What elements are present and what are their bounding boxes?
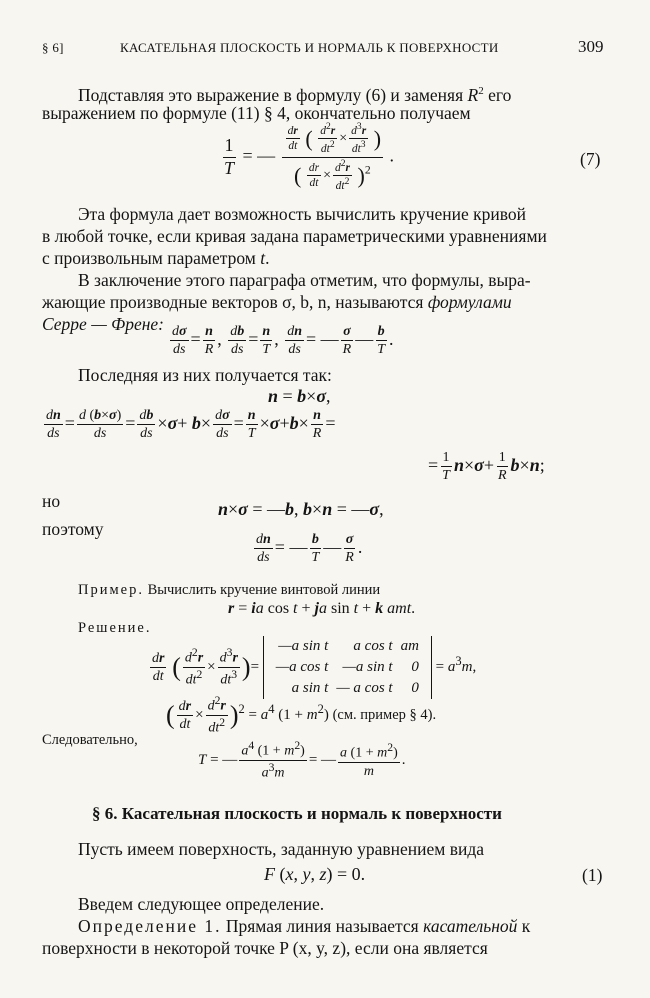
paragraph-4: Последняя из них получается так: bbox=[78, 365, 332, 385]
solution-label: Решение. bbox=[78, 620, 152, 636]
example-line: Пример. Вычислить кручение винтовой линии bbox=[78, 582, 381, 598]
word-therefore: поэтому bbox=[42, 519, 104, 539]
equation-7: $\frac{1}{T}$ = — $\frac{dr}{dt}$ ( $\frac{d^2r}{dt^2}$ × $\frac{d^3r}{dt^3}$ ) ( $\frac{dr}{dt}$ × $\frac{d^2r}{dt^2}$ )$^2$ . bbox=[224, 121, 395, 193]
header-section-ref: § 6] bbox=[42, 40, 64, 55]
paragraph-3-line-2: жающие производные векторов σ, b, n, называются формулами bbox=[42, 292, 512, 312]
equation-7-label: (7) bbox=[580, 149, 601, 169]
triple-product-determinant: $\frac{dr}{dt}$ ( $\frac{d^2r}{dt^2}$ × $\frac{d^3r}{dt^3}$ )= —a sin t a cos t am —a cos t —a sin t 0 a sin t — a cos t $0 = a^3m$, bbox=[148, 636, 476, 699]
consequently-label: Следовательно, bbox=[42, 732, 138, 748]
paragraph-2-line-1: Эта формула дает возможность вычислить кручение кривой bbox=[78, 204, 527, 224]
equation-dn-ds-chain: $\frac{dn}{ds}$ = $\frac{d (b\times\sigma)}{ds}$ = $\frac{db}{ds}$ ×σ+ b× $\frac{d\sigma}{ds}$ = $\frac{n}{T}$ ×σ+b× $\frac{n}{R}$ = bbox=[46, 408, 336, 442]
equation-cross-products: n×σ = —b, b×n = —σ, bbox=[218, 499, 384, 519]
equation-dn-ds-final: $\frac{dn}{ds}$ = — $\frac{b}{T}$ — $\frac{\sigma}{R}$ . bbox=[256, 532, 363, 566]
cross-product-squared: ( $\frac{dr}{dt}$ × $\frac{d^2r}{dt^2}$ )$^2 = a^4$ $(1 + m^2)$ (см. пример § 4). bbox=[166, 694, 437, 736]
paragraph-2-line-3: с произвольным параметром t. bbox=[42, 248, 270, 268]
definition-line-1: Определение 1. Прямая линия называется касательной к bbox=[78, 916, 531, 936]
equation-n-eq-b-cross-sigma: n = b×σ, bbox=[268, 386, 331, 406]
equation-1-label: (1) bbox=[582, 865, 603, 885]
paragraph-2-line-2: в любой точке, если кривая задана параметрическими уравнениями bbox=[42, 226, 547, 246]
equation-dn-ds-result: = $\frac{1}{T}$ n×σ+ $\frac{1}{R}$ b×n; bbox=[428, 450, 545, 484]
section-title: § 6. Касательная плоскость и нормаль к поверхности bbox=[92, 804, 502, 823]
paragraph-3-line-1: В заключение этого параграфа отметим, что формулы, выра- bbox=[78, 270, 531, 290]
word-no: но bbox=[42, 491, 61, 511]
section-paragraph-2: Введем следующее определение. bbox=[78, 894, 325, 914]
paragraph-1-line-1: Подставляя это выражение в формулу (6) и заменяя $R^2$ его bbox=[78, 84, 512, 105]
paragraph-1-line-2: выражением по формуле (11) § 4, окончательно получаем bbox=[42, 103, 471, 123]
section-paragraph-1: Пусть имеем поверхность, заданную уравнением вида bbox=[78, 839, 485, 859]
running-title: КАСАТЕЛЬНАЯ ПЛОСКОСТЬ И НОРМАЛЬ К ПОВЕРХНОСТИ bbox=[120, 40, 499, 55]
definition-line-2: поверхности в некоторой точке P (x, y, z), если она является bbox=[42, 938, 488, 958]
page-number: 309 bbox=[578, 37, 604, 56]
paragraph-3-line-3: Серре — Френе: bbox=[42, 314, 165, 334]
serret-frenet-formulas: $\frac{d\sigma}{ds}$ = $\frac{n}{R}$ , $\frac{db}{ds}$ = $\frac{n}{T}$ , $\frac{dn}{ds}$ = — $\frac{\sigma}{R}$ — $\frac{b}{T}$ . bbox=[172, 324, 394, 358]
torsion-result: T = — $\frac{a^4 (1 + m^2)}{a^3m}$ = — $\frac{a (1 + m^2)}{m}$ . bbox=[198, 739, 406, 781]
helix-equation: r = ia cos t + ja sin t + k amt. bbox=[228, 600, 416, 617]
surface-equation: F (x, y, z) = 0. bbox=[264, 864, 366, 884]
